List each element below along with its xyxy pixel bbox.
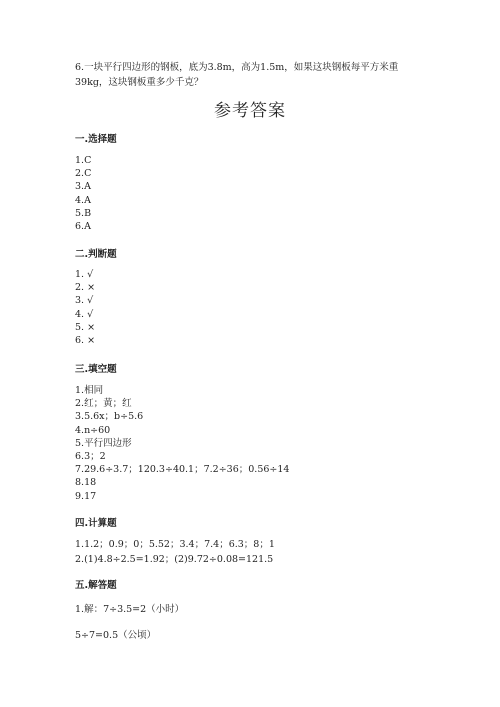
section-title-fill: 三.填空题	[75, 364, 117, 375]
question-line-2: 39kg，这块钢板重多少千克？	[75, 77, 204, 88]
list-item: 6.3；2	[75, 450, 106, 462]
list-item: 2.C	[75, 168, 92, 180]
list-item: 1.1.2；0.9；0；5.52；3.4；7.4；6.3；8；1	[75, 539, 275, 550]
list-item: 4. √	[75, 308, 94, 320]
section-title-solve: 五.解答题	[75, 580, 117, 591]
fill-answer-list	[75, 384, 289, 503]
list-item: 8.18	[75, 477, 97, 489]
section-title-choice: 一.选择题	[75, 134, 117, 145]
list-item: 6.A	[75, 220, 91, 232]
list-item: 2.红；黄；红	[75, 398, 132, 410]
question-6	[75, 60, 425, 90]
solve-line-2: 5÷7=0.5（公顷）	[75, 630, 157, 641]
answer-title: 参考答案	[214, 101, 286, 121]
list-item: 9.17	[75, 490, 97, 502]
solve-line-1: 1.解：7÷3.5=2（小时）	[75, 604, 185, 615]
list-item: 1. √	[75, 269, 94, 280]
question-line-1: 6.一块平行四边形的钢板，底为3.8m，高为1.5m，如果这块钢板每平方米重	[75, 62, 399, 73]
list-item: 4.A	[75, 194, 91, 206]
list-item: 1.相同	[75, 385, 104, 396]
list-item: 5.B	[75, 207, 92, 219]
list-item: 6. ×	[75, 334, 96, 346]
list-item: 4.n÷60	[75, 424, 111, 436]
list-item: 7.29.6÷3.7；120.3÷40.1；7.2÷36；0.56÷14	[75, 464, 290, 476]
list-item: 2. ×	[75, 282, 96, 294]
section-title-calc: 四.计算题	[75, 518, 117, 529]
list-item: 1.C	[75, 155, 92, 166]
judge-answer-list	[75, 268, 95, 347]
list-item: 3. √	[75, 295, 94, 307]
choice-answer-list	[75, 154, 91, 233]
list-item: 5. ×	[75, 321, 96, 333]
list-item: 3.A	[75, 181, 91, 193]
list-item: 3.5.6x；b÷5.6	[75, 411, 144, 423]
list-item: 5.平行四边形	[75, 437, 132, 449]
list-item: 2.(1)4.8÷2.5=1.92；(2)9.72÷0.08=121.5	[75, 553, 274, 565]
calc-answer-list	[75, 538, 275, 567]
section-title-judge: 二.判断题	[75, 249, 117, 260]
